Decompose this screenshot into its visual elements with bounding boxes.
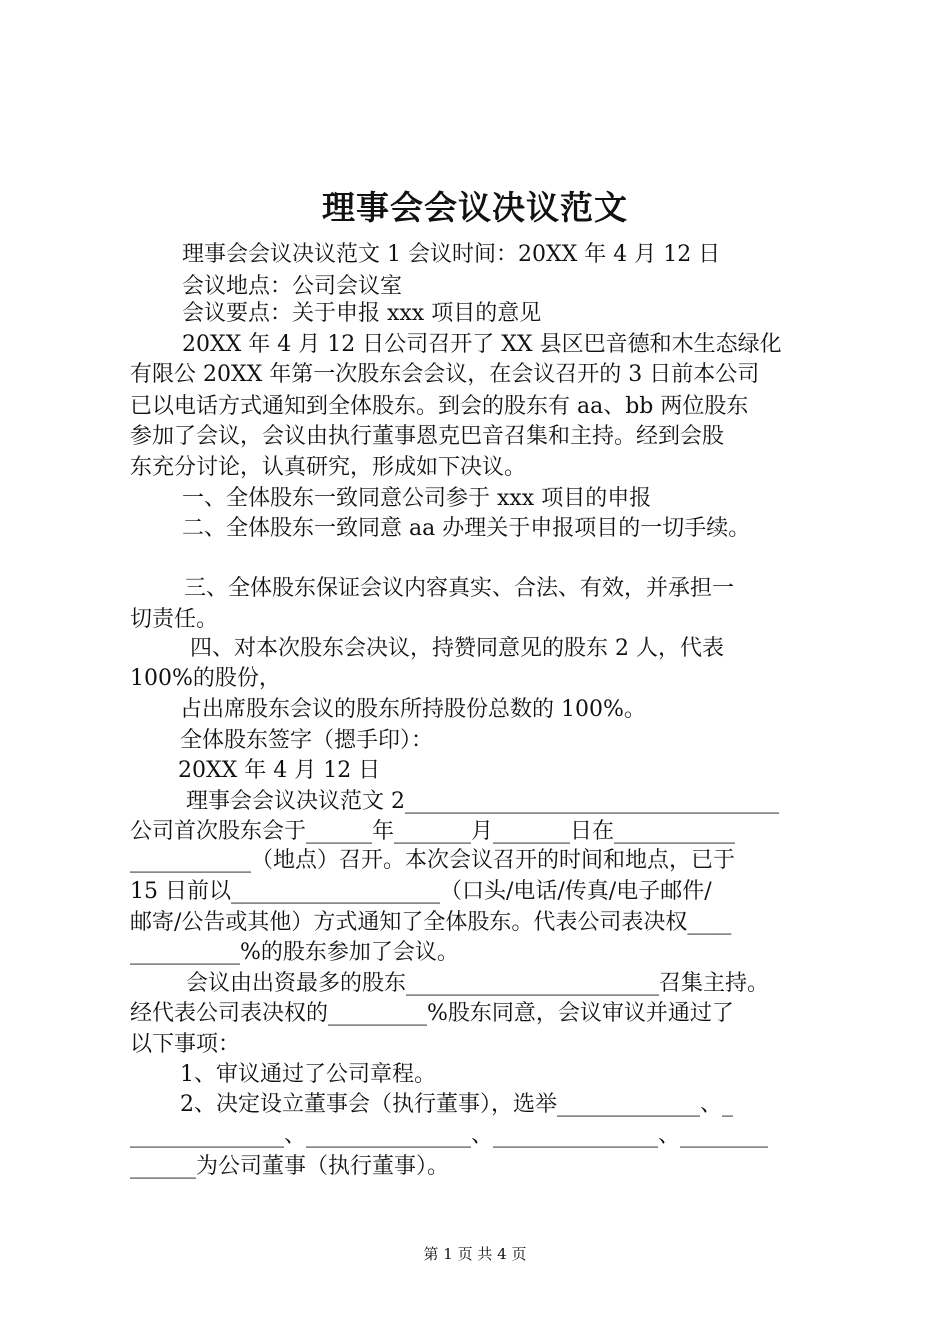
body-line: ______________、_______________、_______________、________ [130,1123,769,1148]
body-line: 会议地点：公司会议室 [182,274,403,299]
body-line: 切责任。 [130,607,219,632]
body-line: 20XX 年 4 月 12 日 [178,758,381,783]
body-line: 三、全体股东保证会议内容真实、合法、有效，并承担一 [184,576,735,601]
body-line: 公司首次股东会于______年_______月_______日在___________ [130,819,736,844]
body-line: 已以电话方式通知到全体股东。到会的股东有 aa、bb 两位股东 [130,394,749,419]
body-line: 邮寄/公告或其他）方式通知了全体股东。代表公司表决权____ [130,910,732,935]
body-line: 理事会会议决议范文 2__________________________________ [186,789,779,814]
body-line: 参加了会议，会议由执行董事恩克巴音召集和主持。经到会股 [130,424,725,449]
body-line: 1、审议通过了公司章程。 [180,1062,436,1087]
body-line: 会议由出资最多的股东_______________________召集主持。 [186,971,770,996]
body-line: 有限公 20XX 年第一次股东会会议，在会议召开的 3 日前本公司 [130,362,760,387]
body-line: 20XX 年 4 月 12 日公司召开了 XX 县区巴音德和木生态绿化 [182,332,782,357]
body-line: 2、决定设立董事会（执行董事），选举_____________、_ [180,1092,733,1117]
body-line: 东充分讨论，认真研究，形成如下决议。 [130,455,527,480]
body-line: 以下事项： [130,1032,241,1057]
body-line: 全体股东签字（摁手印）： [180,728,434,753]
body-line: 一、全体股东一致同意公司参于 xxx 项目的申报 [182,486,652,511]
body-line: ______为公司董事（执行董事）。 [130,1154,450,1179]
page-footer: 第 1 页 共 4 页 [423,1245,527,1263]
body-line: 四、对本次股东会决议，持赞同意见的股东 2 人，代表 [190,636,724,661]
body-line: 100%的股份， [130,666,281,691]
body-line: 占出席股东会议的股东所持股份总数的 100%。 [180,697,646,722]
body-line: 会议要点：关于申报 xxx 项目的意见 [182,301,542,326]
body-line: __________%的股东参加了会议。 [130,940,459,965]
body-line: 15 日前以___________________（口头/电话/传真/电子邮件/ [130,879,712,904]
body-line: 二、全体股东一致同意 aa 办理关于申报项目的一切手续。 [182,516,751,541]
body-line: 理事会会议决议范文 1 会议时间：20XX 年 4 月 12 日 [182,242,721,267]
body-line: 经代表公司表决权的_________%股东同意，会议审议并通过了 [130,1001,734,1026]
document-title: 理事会会议决议范文 [322,188,628,227]
body-line: ___________（地点）召开。本次会议召开的时间和地点，已于 [130,848,736,873]
